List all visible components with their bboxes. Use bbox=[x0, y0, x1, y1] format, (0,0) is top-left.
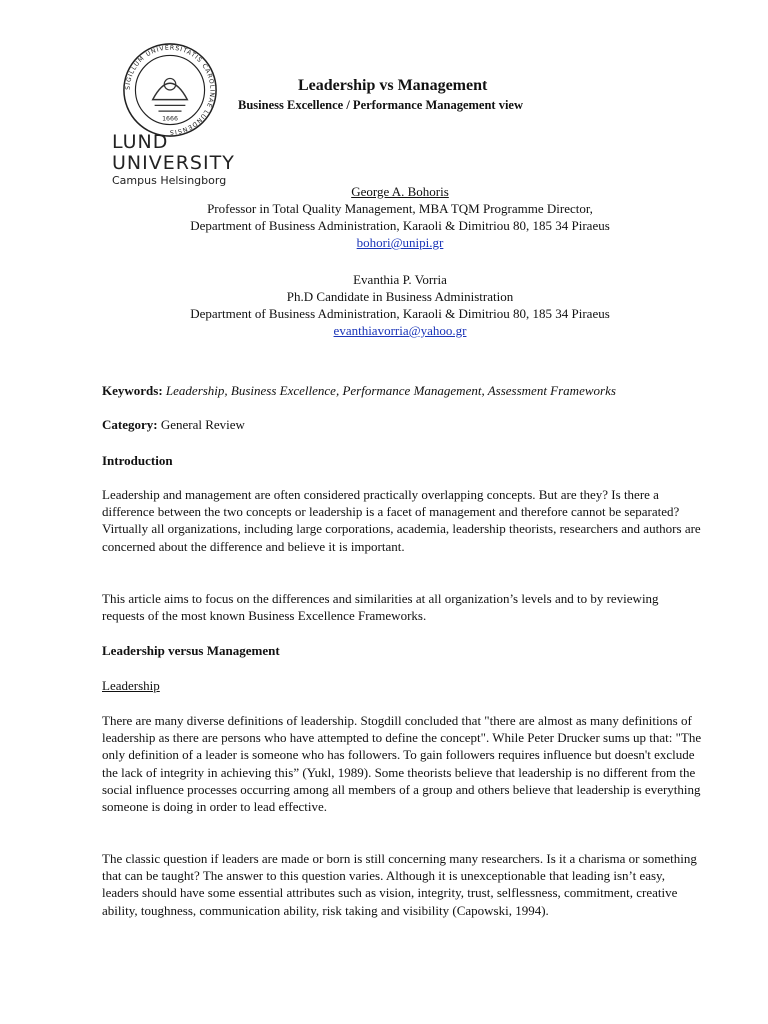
paper-subtitle: Business Excellence / Performance Management view bbox=[238, 98, 524, 112]
introduction-heading: Introduction bbox=[102, 453, 173, 468]
author-address: Department of Business Administration, Karaoli & Dimitriou 80, 185 34 Piraeus bbox=[190, 306, 610, 321]
intro-paragraph-2: This article aims to focus on the differences and similarities at all organization’s levels and to by reviewing requests of the most known Business Excellence Frameworks. bbox=[102, 591, 659, 624]
keywords-line bbox=[102, 382, 702, 399]
leadership-subheading: Leadership bbox=[102, 678, 160, 693]
logo-wordmark bbox=[112, 132, 235, 174]
logo-campus: Campus Helsingborg bbox=[112, 174, 227, 187]
author-name: Evanthia P. Vorria bbox=[353, 272, 447, 287]
author-position: Professor in Total Quality Management, MBA TQM Programme Director, bbox=[207, 201, 593, 216]
category-value: General Review bbox=[160, 417, 245, 432]
keywords-label: Keywords: bbox=[102, 383, 163, 398]
author-email-link[interactable]: evanthiavorria@yahoo.gr bbox=[333, 323, 467, 338]
author-address: Department of Business Administration, Karaoli & Dimitriou 80, 185 34 Piraeus bbox=[190, 218, 610, 233]
category-label: Category: bbox=[102, 417, 158, 432]
paper-title: Leadership vs Management bbox=[298, 77, 488, 94]
leadership-vs-management-heading: Leadership versus Management bbox=[102, 643, 280, 658]
seal-year: 1666 bbox=[162, 115, 178, 123]
university-seal-icon bbox=[122, 42, 218, 138]
author-position: Ph.D Candidate in Business Administration bbox=[286, 289, 514, 304]
author-email-link[interactable]: bohori@unipi.gr bbox=[356, 235, 444, 250]
logo-line-university: UNIVERSITY bbox=[112, 152, 235, 174]
intro-paragraph-1: Leadership and management are often considered practically overlapping concepts. But are they? Is there a difference between the two concepts or leadership is a facet of management and therefore cannot be separated? Virtually all organizations, including large corporations, academia, leadership theorists, researchers and authors are concerned about the difference and believe it is important. bbox=[102, 487, 701, 554]
leadership-paragraph-1: There are many diverse definitions of leadership. Stogdill concluded that "there are almost as many definitions of leadership as there are persons who have attempted to define the concept". While Peter Drucker sums up that: "The only definition of a leader is someone who has followers. To gain followers requires influence but doesn't exclude the lack of integrity in achieving this” (Yukl, 1989). Some theorists believe that leadership is no different from the social influence processes occurring among all members of a group and others believe that leadership is everything someone is doing in order to lead effective. bbox=[102, 713, 702, 815]
logo-line-lund: LUND bbox=[112, 131, 169, 153]
category-line bbox=[102, 416, 702, 433]
seal-text: SIGILLUM UNIVERSITATIS CAROLINAE LUNDENSIS bbox=[124, 44, 216, 136]
author-name: George A. Bohoris bbox=[351, 184, 449, 199]
keywords-value: Leadership, Business Excellence, Performance Management, Assessment Frameworks bbox=[165, 383, 616, 398]
author-block-2 bbox=[100, 271, 700, 339]
leadership-paragraph-2: The classic question if leaders are made or born is still concerning many researchers. Is it a charisma or something that can be taught? The answer to this question varies. Although it is unexceptionable that leading isn’t easy, leaders should have some essential attributes such as vision, integrity, trust, selflessness, commitment, creative ability, toughness, communication ability, risk taking and visibility (Capowski, 1994). bbox=[102, 851, 697, 918]
author-block-1 bbox=[100, 183, 700, 251]
